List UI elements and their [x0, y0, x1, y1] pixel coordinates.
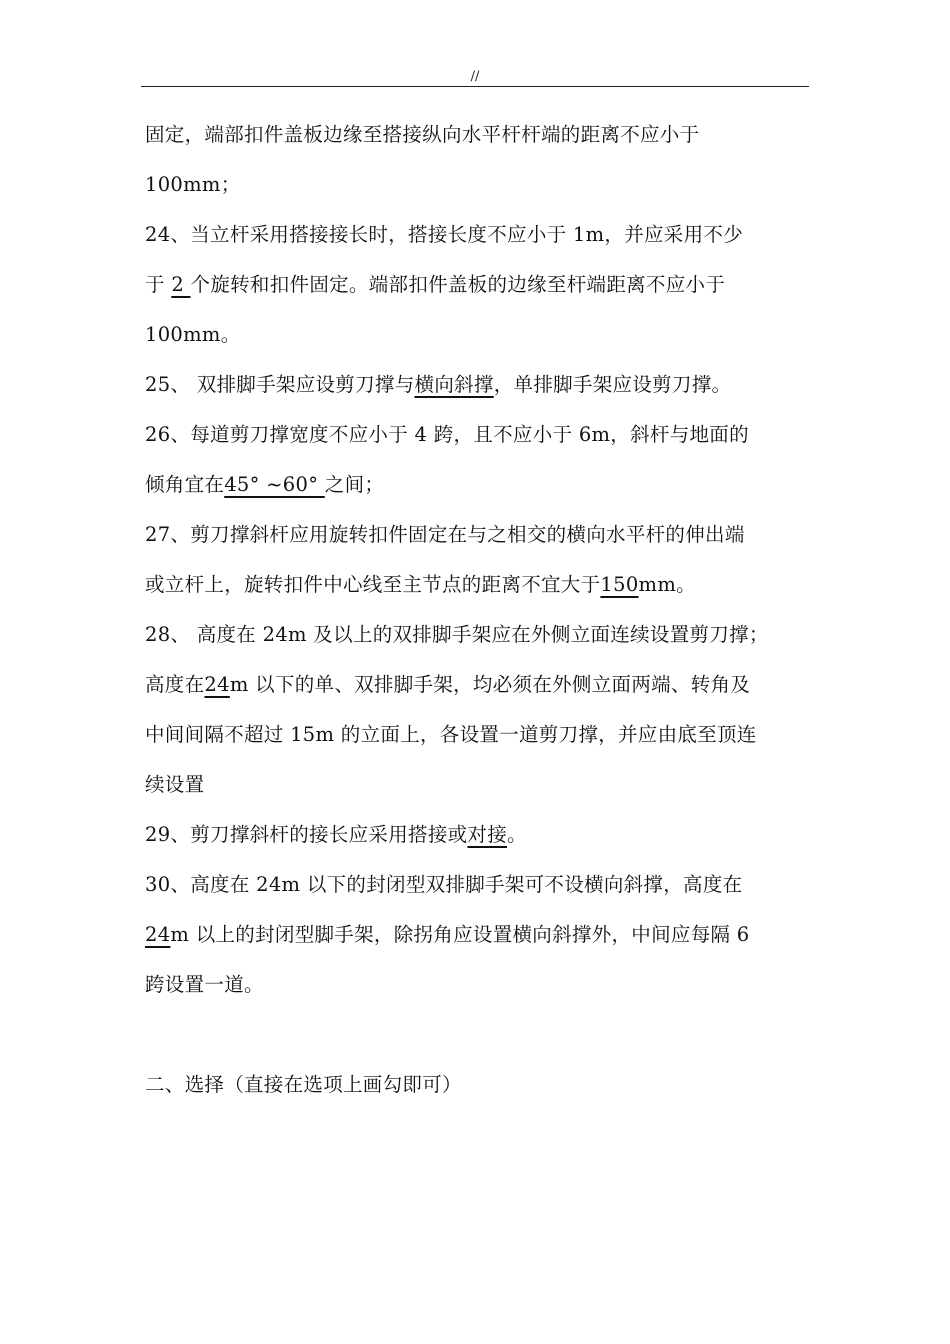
text-run: 之间；: [324, 473, 385, 496]
text-run: 高度在: [145, 673, 205, 696]
text-line: 27、剪刀撑斜杆应用旋转扣件固定在与之相交的横向水平杆的伸出端: [145, 523, 745, 546]
text-line: [145, 270, 809, 300]
text-line: 100mm；: [145, 173, 241, 196]
text-run: 25、 双排脚手架应设剪刀撑与: [145, 373, 415, 396]
text-run: m 以下的单、双排脚手架，均必须在外侧立面两端、转角及: [229, 673, 751, 696]
text-run: 于: [145, 273, 172, 296]
section-heading: 二、选择（直接在选项上画勾即可）: [145, 1073, 462, 1096]
text-run: 个旋转和扣件固定。端部扣件盖板的边缘至杆端距离不应小于: [190, 273, 726, 296]
text-line: 跨设置一道。: [145, 973, 264, 996]
fill-in-answer: 24: [204, 673, 230, 696]
text-line: 100mm。: [145, 323, 241, 346]
text-run: mm。: [638, 573, 696, 596]
text-line: [145, 370, 809, 400]
text-line: [145, 920, 809, 950]
text-line: 24、当立杆采用搭接接长时，搭接长度不应小于 1m，并应采用不少: [145, 223, 744, 246]
text-run: m 以上的封闭型脚手架，除拐角应设置横向斜撑外，中间应每隔 6: [170, 923, 750, 946]
text-line: 中间间隔不超过 15m 的立面上，各设置一道剪刀撑，并应由底至顶连: [145, 723, 757, 746]
text-line: [145, 670, 809, 700]
text-line: 固定，端部扣件盖板边缘至搭接纵向水平杆杆端的距离不应小于: [145, 123, 700, 146]
text-run: 倾角宜在: [145, 473, 225, 496]
fill-in-answer: 横向斜撑: [414, 373, 494, 396]
header-mark: //: [470, 69, 480, 84]
header-rule: [141, 86, 809, 87]
text-run: 。: [507, 823, 527, 846]
text-line: 续设置: [145, 773, 205, 796]
fill-in-answer: 24: [145, 923, 171, 946]
fill-in-answer: 45° ~60°: [224, 473, 325, 496]
fill-in-answer: 2: [171, 273, 191, 296]
fill-in-answer: 对接: [467, 823, 508, 846]
fill-in-answer: 150: [600, 573, 639, 596]
text-run: ，单排脚手架应设剪刀撑。: [493, 373, 732, 396]
text-line: [145, 470, 809, 500]
text-line: 30、高度在 24m 以下的封闭型双排脚手架可不设横向斜撑，高度在: [145, 873, 743, 896]
text-line: 28、 高度在 24m 及以上的双排脚手架应在外侧立面连续设置剪刀撑；: [145, 623, 769, 646]
text-run: 或立杆上，旋转扣件中心线至主节点的距离不宜大于: [145, 573, 601, 596]
text-line: 26、每道剪刀撑宽度不应小于 4 跨，且不应小于 6m，斜杆与地面的: [145, 423, 749, 446]
text-line: [145, 820, 809, 850]
text-line: [145, 570, 809, 600]
text-run: 29、剪刀撑斜杆的接长应采用搭接或: [145, 823, 468, 846]
